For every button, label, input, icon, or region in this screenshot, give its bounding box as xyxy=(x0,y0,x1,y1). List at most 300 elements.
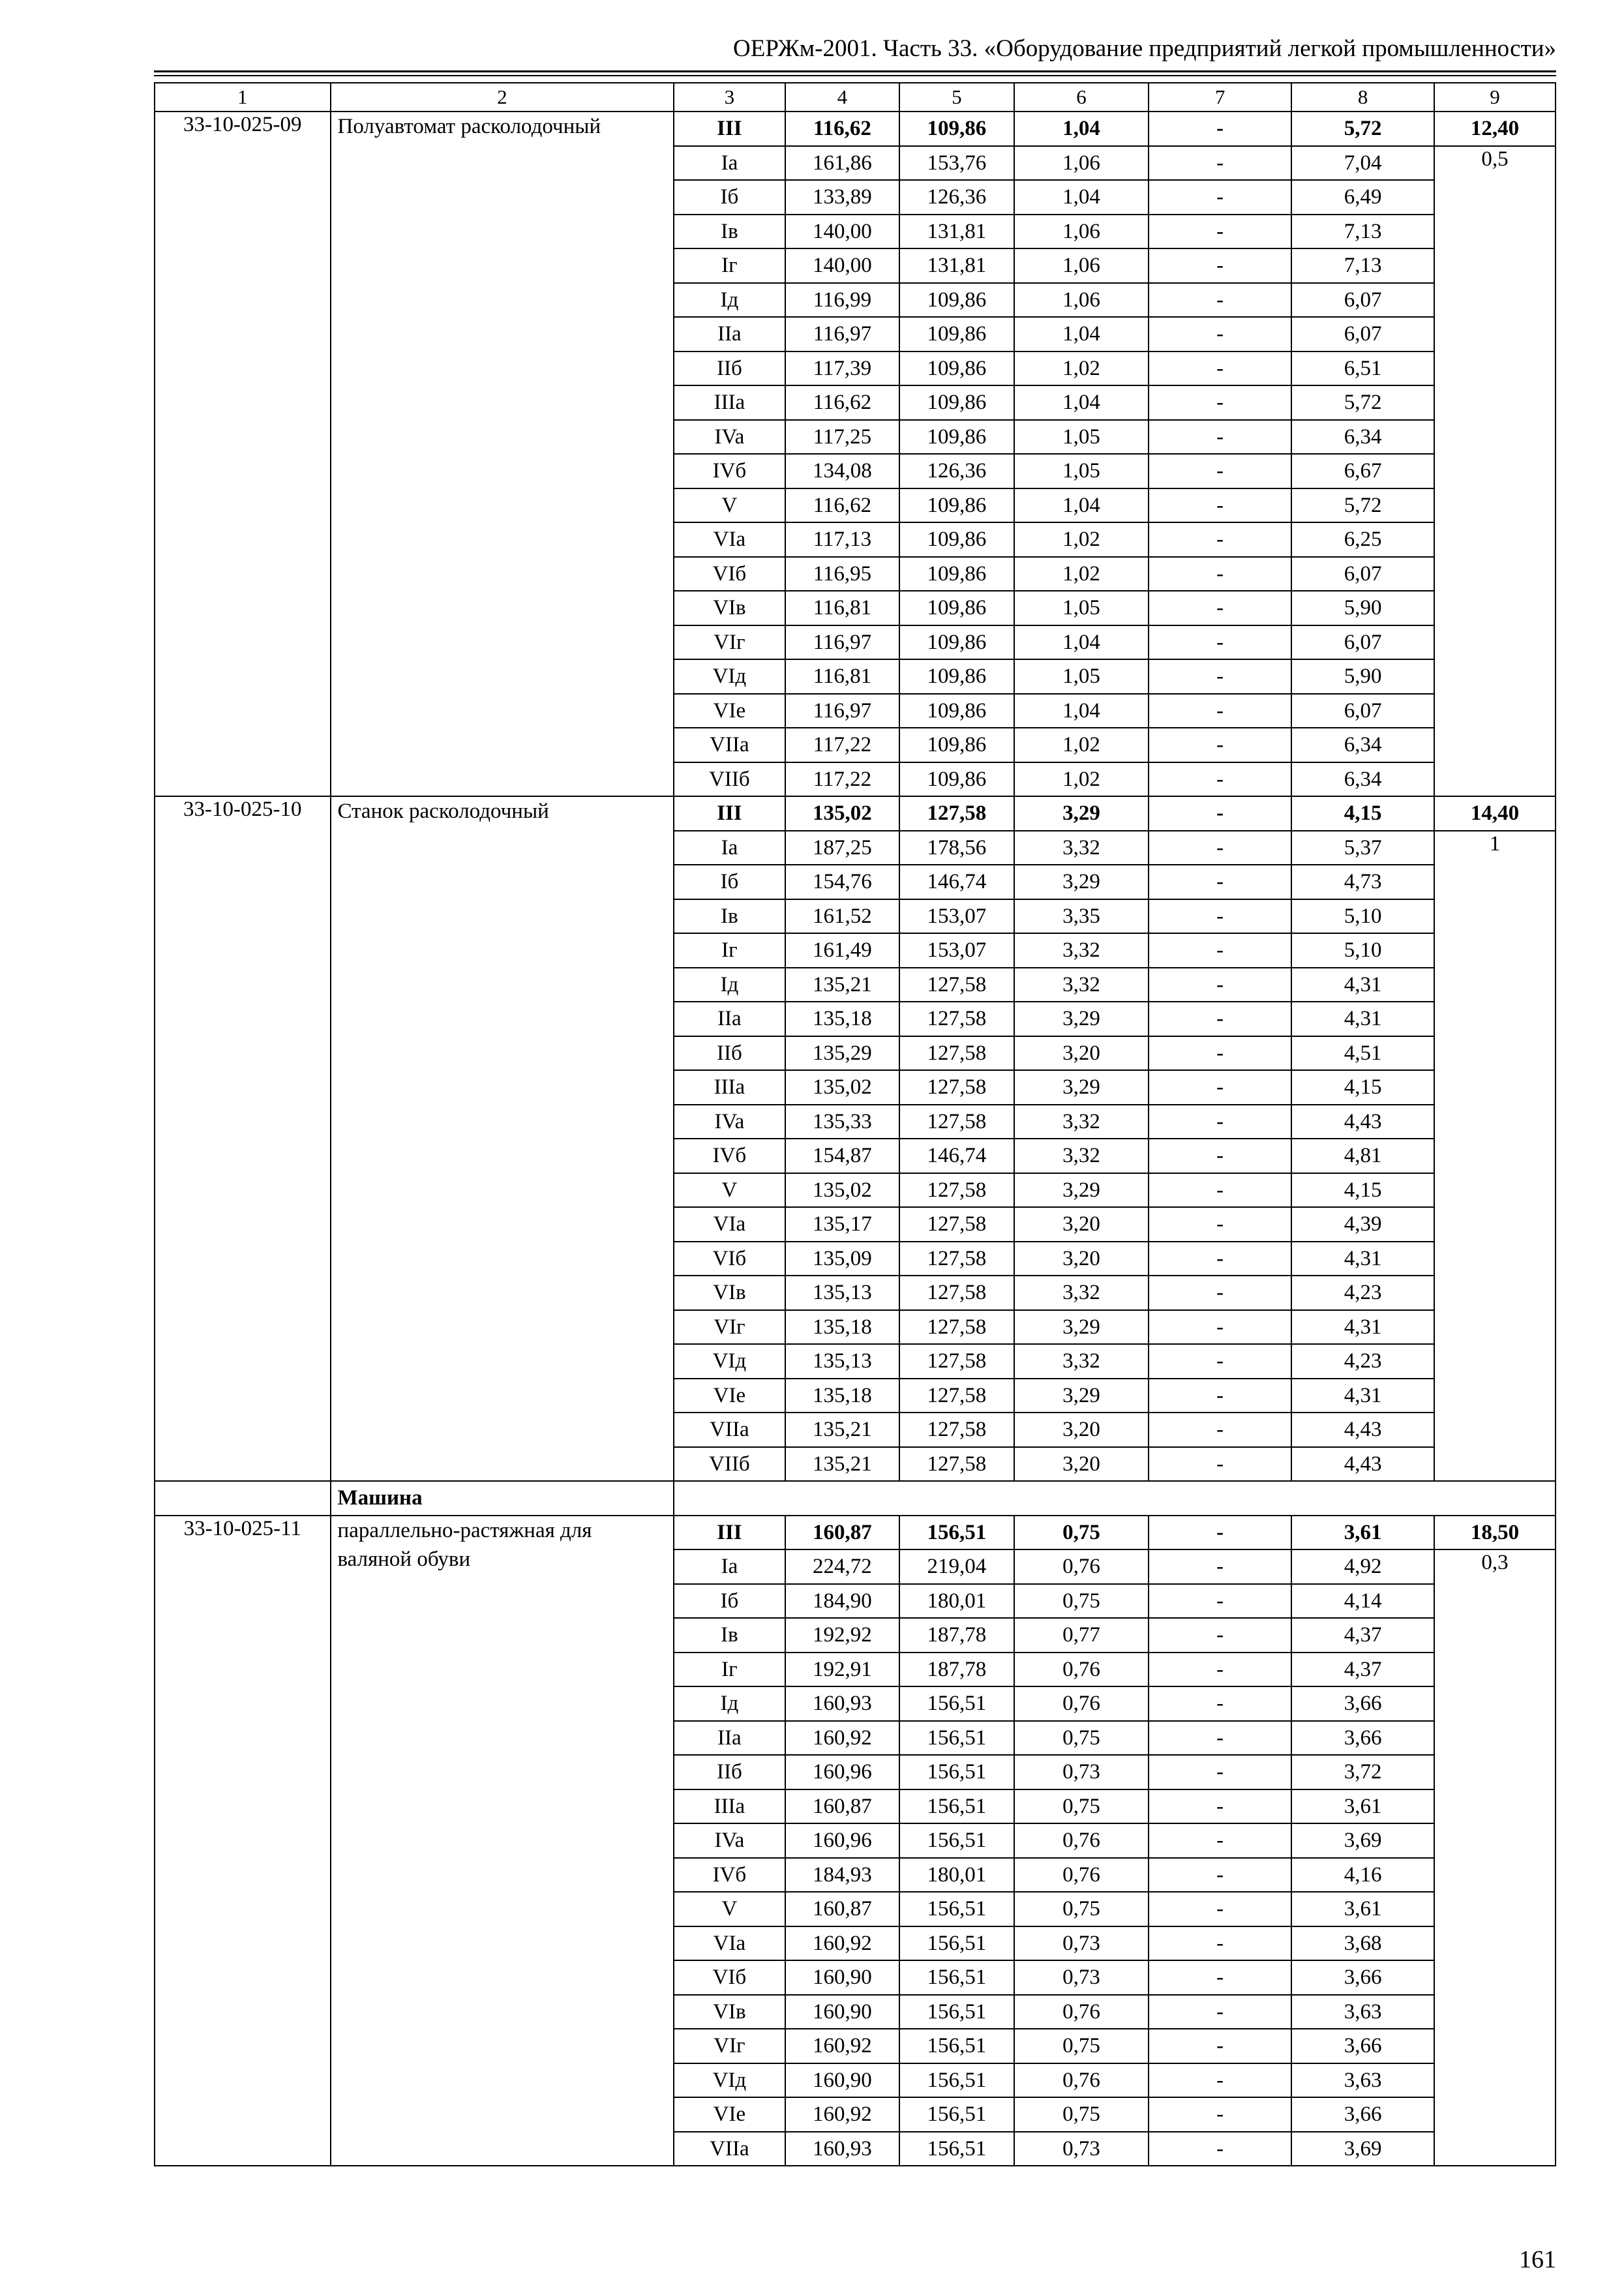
value-cell: 3,29 xyxy=(1014,796,1149,831)
region-cell: VIв xyxy=(674,1995,785,2029)
value-cell: - xyxy=(1149,968,1291,1002)
region-cell: Iг xyxy=(674,248,785,283)
value-cell: 161,49 xyxy=(785,933,900,968)
region-cell: V xyxy=(674,488,785,523)
value-cell: - xyxy=(1149,1618,1291,1653)
value-cell: 160,96 xyxy=(785,1755,900,1789)
value-cell: - xyxy=(1149,865,1291,899)
value-cell: - xyxy=(1149,1173,1291,1208)
value-cell: 127,58 xyxy=(899,1379,1014,1413)
value-cell: 156,51 xyxy=(899,1995,1014,2029)
value-cell: 127,58 xyxy=(899,1310,1014,1345)
value-cell: 154,87 xyxy=(785,1139,900,1173)
region-cell: Iд xyxy=(674,968,785,1002)
value-cell: - xyxy=(1149,2132,1291,2166)
value-cell: 3,66 xyxy=(1291,1960,1434,1995)
column-number: 8 xyxy=(1291,83,1434,112)
value-cell: 5,72 xyxy=(1291,385,1434,420)
value-cell: 1,02 xyxy=(1014,352,1149,386)
region-cell: Iб xyxy=(674,865,785,899)
group-label-row xyxy=(155,1481,1556,1516)
value-cell: 135,13 xyxy=(785,1276,900,1310)
region-cell: IIa xyxy=(674,1721,785,1756)
value-cell: 127,58 xyxy=(899,1036,1014,1071)
header-rule xyxy=(154,70,1556,72)
value-cell: 4,16 xyxy=(1291,1858,1434,1893)
resource-name: Станок расколодочный xyxy=(331,796,674,1481)
value-cell: 4,15 xyxy=(1291,1070,1434,1105)
value-cell: - xyxy=(1149,2063,1291,2098)
value-cell: 4,31 xyxy=(1291,1002,1434,1036)
region-cell: IIб xyxy=(674,1036,785,1071)
value-cell: 127,58 xyxy=(899,796,1014,831)
value-cell: 135,17 xyxy=(785,1207,900,1242)
region-cell: Iд xyxy=(674,1686,785,1721)
region-cell: VIIб xyxy=(674,762,785,797)
value-cell: 7,04 xyxy=(1291,146,1434,181)
value-cell: - xyxy=(1149,694,1291,728)
resource-name: Полуавтомат расколодочный xyxy=(331,112,674,796)
value-cell: 134,08 xyxy=(785,454,900,488)
value-cell: 1,02 xyxy=(1014,557,1149,591)
value-cell: - xyxy=(1149,933,1291,968)
value-cell: 6,34 xyxy=(1291,762,1434,797)
value-cell: 0,75 xyxy=(1014,2097,1149,2132)
value-cell: 109,86 xyxy=(899,385,1014,420)
value-cell: 127,58 xyxy=(899,1070,1014,1105)
value-cell: 0,76 xyxy=(1014,1549,1149,1584)
value-cell: 156,51 xyxy=(899,1686,1014,1721)
resource-code: 33-10-025-10 xyxy=(155,796,331,1481)
value-cell: - xyxy=(1149,420,1291,455)
value-cell: - xyxy=(1149,1584,1291,1619)
column-number: 4 xyxy=(785,83,900,112)
value-cell: 160,90 xyxy=(785,1995,900,2029)
value-cell: 3,69 xyxy=(1291,1823,1434,1858)
value-cell: - xyxy=(1149,1310,1291,1345)
value-cell: 180,01 xyxy=(899,1584,1014,1619)
value-cell: - xyxy=(1149,728,1291,762)
col9-sub-value: 0,5 xyxy=(1434,146,1556,797)
value-cell: - xyxy=(1149,1105,1291,1139)
value-cell: 135,02 xyxy=(785,796,900,831)
running-header: ОЕРЖм-2001. Часть 33. «Оборудование предприятий легкой промышленности» xyxy=(733,35,1556,62)
value-cell: 109,86 xyxy=(899,317,1014,352)
value-cell: - xyxy=(1149,522,1291,557)
value-cell: 160,90 xyxy=(785,1960,900,1995)
value-cell: 4,81 xyxy=(1291,1139,1434,1173)
value-cell: 1,05 xyxy=(1014,659,1149,694)
region-cell: VIe xyxy=(674,694,785,728)
value-cell: - xyxy=(1149,1653,1291,1687)
value-cell: 3,61 xyxy=(1291,1789,1434,1824)
value-cell: 3,20 xyxy=(1014,1207,1149,1242)
region-cell: Iв xyxy=(674,1618,785,1653)
value-cell: 6,07 xyxy=(1291,317,1434,352)
value-cell: - xyxy=(1149,2029,1291,2063)
value-cell: 1,02 xyxy=(1014,522,1149,557)
value-cell: 117,22 xyxy=(785,762,900,797)
value-cell: 1,04 xyxy=(1014,112,1149,146)
region-cell: IVa xyxy=(674,420,785,455)
value-cell: 3,29 xyxy=(1014,1002,1149,1036)
value-cell: 3,61 xyxy=(1291,1516,1434,1550)
column-number: 1 xyxy=(155,83,331,112)
value-cell: - xyxy=(1149,1892,1291,1926)
value-cell: 3,29 xyxy=(1014,1379,1149,1413)
region-cell: VIг xyxy=(674,1310,785,1345)
value-cell: 4,37 xyxy=(1291,1653,1434,1687)
value-cell: 116,62 xyxy=(785,385,900,420)
value-cell: - xyxy=(1149,1823,1291,1858)
value-cell: - xyxy=(1149,1002,1291,1036)
region-cell: Ia xyxy=(674,1549,785,1584)
value-cell: - xyxy=(1149,1789,1291,1824)
value-cell: 6,07 xyxy=(1291,625,1434,660)
resource-code: 33-10-025-09 xyxy=(155,112,331,796)
value-cell: 0,75 xyxy=(1014,1516,1149,1550)
value-cell: 127,58 xyxy=(899,1276,1014,1310)
value-cell: 3,66 xyxy=(1291,2029,1434,2063)
value-cell: 116,97 xyxy=(785,694,900,728)
value-cell: 3,32 xyxy=(1014,1105,1149,1139)
col9-sub-value: 0,3 xyxy=(1434,1549,1556,2166)
value-cell: 109,86 xyxy=(899,557,1014,591)
region-cell: IIб xyxy=(674,1755,785,1789)
value-cell: 117,25 xyxy=(785,420,900,455)
value-cell: 3,68 xyxy=(1291,1926,1434,1961)
value-cell: 146,74 xyxy=(899,1139,1014,1173)
value-cell: 127,58 xyxy=(899,1344,1014,1379)
value-cell: 6,34 xyxy=(1291,728,1434,762)
value-cell: - xyxy=(1149,283,1291,318)
value-cell: - xyxy=(1149,180,1291,215)
value-cell: - xyxy=(1149,1755,1291,1789)
value-cell: 109,86 xyxy=(899,420,1014,455)
region-cell: VIIa xyxy=(674,2132,785,2166)
value-cell: 1,06 xyxy=(1014,215,1149,249)
value-cell: 6,07 xyxy=(1291,557,1434,591)
value-cell: 135,02 xyxy=(785,1070,900,1105)
region-cell: VIв xyxy=(674,591,785,625)
region-cell: VIa xyxy=(674,1207,785,1242)
region-cell: IIIa xyxy=(674,385,785,420)
region-cell: Iб xyxy=(674,180,785,215)
value-cell: 4,23 xyxy=(1291,1276,1434,1310)
column-number: 2 xyxy=(331,83,674,112)
value-cell: 4,31 xyxy=(1291,1242,1434,1276)
value-cell: 184,90 xyxy=(785,1584,900,1619)
value-cell: 3,32 xyxy=(1014,1139,1149,1173)
value-cell: 156,51 xyxy=(899,1823,1014,1858)
region-cell: Iв xyxy=(674,215,785,249)
value-cell: 140,00 xyxy=(785,248,900,283)
value-cell: - xyxy=(1149,317,1291,352)
region-cell: IIб xyxy=(674,352,785,386)
value-cell: 1,06 xyxy=(1014,283,1149,318)
value-cell: 0,76 xyxy=(1014,1995,1149,2029)
value-cell: 3,72 xyxy=(1291,1755,1434,1789)
value-cell: 4,37 xyxy=(1291,1618,1434,1653)
value-cell: 160,92 xyxy=(785,1926,900,1961)
column-number: 7 xyxy=(1149,83,1291,112)
region-cell: Ia xyxy=(674,146,785,181)
value-cell: 109,86 xyxy=(899,522,1014,557)
region-cell: III xyxy=(674,112,785,146)
value-cell: 3,20 xyxy=(1014,1447,1149,1482)
value-cell: 156,51 xyxy=(899,1892,1014,1926)
value-cell: 117,22 xyxy=(785,728,900,762)
rates-table xyxy=(154,82,1556,2166)
value-cell: 127,58 xyxy=(899,1002,1014,1036)
value-cell: - xyxy=(1149,1447,1291,1482)
value-cell: 116,97 xyxy=(785,317,900,352)
region-cell: VIд xyxy=(674,659,785,694)
value-cell: 160,90 xyxy=(785,2063,900,2098)
value-cell: - xyxy=(1149,146,1291,181)
value-cell: 180,01 xyxy=(899,1858,1014,1893)
value-cell: 4,15 xyxy=(1291,1173,1434,1208)
value-cell: 1,04 xyxy=(1014,488,1149,523)
value-cell: 1,04 xyxy=(1014,317,1149,352)
value-cell: 4,31 xyxy=(1291,1379,1434,1413)
value-cell: 224,72 xyxy=(785,1549,900,1584)
region-cell: Iд xyxy=(674,283,785,318)
value-cell: - xyxy=(1149,1139,1291,1173)
region-cell: IVб xyxy=(674,454,785,488)
value-cell: 127,58 xyxy=(899,968,1014,1002)
region-cell: IVб xyxy=(674,1139,785,1173)
region-cell: V xyxy=(674,1173,785,1208)
value-cell: 0,75 xyxy=(1014,2029,1149,2063)
value-cell: 1,02 xyxy=(1014,728,1149,762)
value-cell: 0,75 xyxy=(1014,1789,1149,1824)
group-label-spacer xyxy=(674,1481,1556,1516)
region-cell: Iг xyxy=(674,933,785,968)
value-cell: 109,86 xyxy=(899,762,1014,797)
value-cell: - xyxy=(1149,352,1291,386)
value-cell: 6,49 xyxy=(1291,180,1434,215)
value-cell: 4,43 xyxy=(1291,1447,1434,1482)
value-cell: 5,10 xyxy=(1291,933,1434,968)
value-cell: 3,63 xyxy=(1291,1995,1434,2029)
region-cell: V xyxy=(674,1892,785,1926)
value-cell: 4,31 xyxy=(1291,968,1434,1002)
region-cell: VIг xyxy=(674,2029,785,2063)
value-cell: 160,87 xyxy=(785,1892,900,1926)
value-cell: 160,96 xyxy=(785,1823,900,1858)
region-cell: IVa xyxy=(674,1105,785,1139)
value-cell: 6,67 xyxy=(1291,454,1434,488)
value-cell: 127,58 xyxy=(899,1242,1014,1276)
resource-name: параллельно-растяжная для валяной обуви xyxy=(331,1516,674,2166)
value-cell: 117,39 xyxy=(785,352,900,386)
value-cell: 117,13 xyxy=(785,522,900,557)
value-cell: 3,20 xyxy=(1014,1036,1149,1071)
value-cell: 178,56 xyxy=(899,831,1014,865)
value-cell: 146,74 xyxy=(899,865,1014,899)
col9-sub-value: 1 xyxy=(1434,831,1556,1482)
value-cell: 126,36 xyxy=(899,454,1014,488)
value-cell: - xyxy=(1149,215,1291,249)
value-cell: 0,73 xyxy=(1014,2132,1149,2166)
value-cell: 4,23 xyxy=(1291,1344,1434,1379)
region-cell: VIб xyxy=(674,1960,785,1995)
value-cell: 131,81 xyxy=(899,248,1014,283)
value-cell: 160,93 xyxy=(785,1686,900,1721)
value-cell: 1,06 xyxy=(1014,146,1149,181)
value-cell: 5,37 xyxy=(1291,831,1434,865)
group-label-code-cell xyxy=(155,1481,331,1516)
value-cell: 3,66 xyxy=(1291,1721,1434,1756)
value-cell: 153,07 xyxy=(899,933,1014,968)
group-label: Машина xyxy=(331,1481,674,1516)
value-cell: 6,07 xyxy=(1291,694,1434,728)
value-cell: 135,18 xyxy=(785,1002,900,1036)
value-cell: 116,99 xyxy=(785,283,900,318)
value-cell: 6,07 xyxy=(1291,283,1434,318)
value-cell: 5,72 xyxy=(1291,488,1434,523)
value-cell: 156,51 xyxy=(899,2097,1014,2132)
value-cell: 161,86 xyxy=(785,146,900,181)
value-cell: 1,04 xyxy=(1014,625,1149,660)
value-cell: - xyxy=(1149,1516,1291,1550)
value-cell: - xyxy=(1149,1242,1291,1276)
value-cell: 4,43 xyxy=(1291,1413,1434,1447)
table-row xyxy=(155,1516,1556,1550)
value-cell: - xyxy=(1149,248,1291,283)
region-cell: Iб xyxy=(674,1584,785,1619)
column-number: 6 xyxy=(1014,83,1149,112)
value-cell: 1,04 xyxy=(1014,385,1149,420)
value-cell: 153,07 xyxy=(899,899,1014,934)
value-cell: 116,81 xyxy=(785,659,900,694)
value-cell: 153,76 xyxy=(899,146,1014,181)
value-cell: - xyxy=(1149,1926,1291,1961)
value-cell: 154,76 xyxy=(785,865,900,899)
value-cell: - xyxy=(1149,1721,1291,1756)
value-cell: 0,73 xyxy=(1014,1926,1149,1961)
value-cell: - xyxy=(1149,385,1291,420)
region-cell: IVa xyxy=(674,1823,785,1858)
value-cell: 127,58 xyxy=(899,1413,1014,1447)
value-cell: - xyxy=(1149,1960,1291,1995)
value-cell: 109,86 xyxy=(899,283,1014,318)
col9-value: 14,40 xyxy=(1434,796,1556,831)
value-cell: 1,02 xyxy=(1014,762,1149,797)
value-cell: 156,51 xyxy=(899,1755,1014,1789)
value-cell: 3,32 xyxy=(1014,1344,1149,1379)
value-cell: 127,58 xyxy=(899,1105,1014,1139)
value-cell: 6,34 xyxy=(1291,420,1434,455)
value-cell: 4,15 xyxy=(1291,796,1434,831)
value-cell: 192,91 xyxy=(785,1653,900,1687)
value-cell: 4,14 xyxy=(1291,1584,1434,1619)
value-cell: 127,58 xyxy=(899,1447,1014,1482)
value-cell: 3,66 xyxy=(1291,2097,1434,2132)
value-cell: 3,32 xyxy=(1014,968,1149,1002)
value-cell: 131,81 xyxy=(899,215,1014,249)
region-cell: VIв xyxy=(674,1276,785,1310)
value-cell: 156,51 xyxy=(899,1789,1014,1824)
col9-value: 18,50 xyxy=(1434,1516,1556,1550)
value-cell: 3,35 xyxy=(1014,899,1149,934)
value-cell: 109,86 xyxy=(899,659,1014,694)
value-cell: 187,78 xyxy=(899,1618,1014,1653)
region-cell: VIг xyxy=(674,625,785,660)
value-cell: 0,73 xyxy=(1014,1755,1149,1789)
value-cell: 135,21 xyxy=(785,1447,900,1482)
column-number-row xyxy=(155,83,1556,112)
value-cell: 7,13 xyxy=(1291,248,1434,283)
value-cell: 156,51 xyxy=(899,1960,1014,1995)
value-cell: 0,75 xyxy=(1014,1892,1149,1926)
region-cell: VIд xyxy=(674,2063,785,2098)
region-cell: III xyxy=(674,1516,785,1550)
value-cell: 116,95 xyxy=(785,557,900,591)
region-cell: Iв xyxy=(674,899,785,934)
value-cell: 116,81 xyxy=(785,591,900,625)
value-cell: 135,09 xyxy=(785,1242,900,1276)
value-cell: - xyxy=(1149,1036,1291,1071)
value-cell: 109,86 xyxy=(899,112,1014,146)
region-cell: VIб xyxy=(674,557,785,591)
region-cell: Iг xyxy=(674,1653,785,1687)
value-cell: - xyxy=(1149,1379,1291,1413)
value-cell: - xyxy=(1149,899,1291,934)
value-cell: 0,73 xyxy=(1014,1960,1149,1995)
value-cell: 160,92 xyxy=(785,2097,900,2132)
table-row xyxy=(155,112,1556,146)
value-cell: 0,76 xyxy=(1014,1653,1149,1687)
value-cell: - xyxy=(1149,1207,1291,1242)
value-cell: 3,20 xyxy=(1014,1413,1149,1447)
value-cell: 5,90 xyxy=(1291,659,1434,694)
value-cell: 3,32 xyxy=(1014,831,1149,865)
value-cell: 3,63 xyxy=(1291,2063,1434,2098)
region-cell: VIIб xyxy=(674,1447,785,1482)
region-cell: IIa xyxy=(674,317,785,352)
column-number: 5 xyxy=(899,83,1014,112)
value-cell: 3,66 xyxy=(1291,1686,1434,1721)
value-cell: 133,89 xyxy=(785,180,900,215)
value-cell: 109,86 xyxy=(899,728,1014,762)
value-cell: 4,31 xyxy=(1291,1310,1434,1345)
region-cell: VIIa xyxy=(674,728,785,762)
column-number: 3 xyxy=(674,83,785,112)
region-cell: III xyxy=(674,796,785,831)
value-cell: 135,33 xyxy=(785,1105,900,1139)
value-cell: 156,51 xyxy=(899,2029,1014,2063)
region-cell: IIIa xyxy=(674,1789,785,1824)
value-cell: 160,87 xyxy=(785,1516,900,1550)
value-cell: 1,06 xyxy=(1014,248,1149,283)
value-cell: 109,86 xyxy=(899,488,1014,523)
value-cell: 116,62 xyxy=(785,112,900,146)
value-cell: - xyxy=(1149,488,1291,523)
value-cell: - xyxy=(1149,659,1291,694)
value-cell: 3,29 xyxy=(1014,1173,1149,1208)
value-cell: 187,25 xyxy=(785,831,900,865)
value-cell: 1,05 xyxy=(1014,591,1149,625)
value-cell: 0,76 xyxy=(1014,2063,1149,2098)
value-cell: 127,58 xyxy=(899,1207,1014,1242)
value-cell: 0,77 xyxy=(1014,1618,1149,1653)
value-cell: 219,04 xyxy=(899,1549,1014,1584)
value-cell: 109,86 xyxy=(899,591,1014,625)
resource-code: 33-10-025-11 xyxy=(155,1516,331,2166)
value-cell: - xyxy=(1149,1549,1291,1584)
